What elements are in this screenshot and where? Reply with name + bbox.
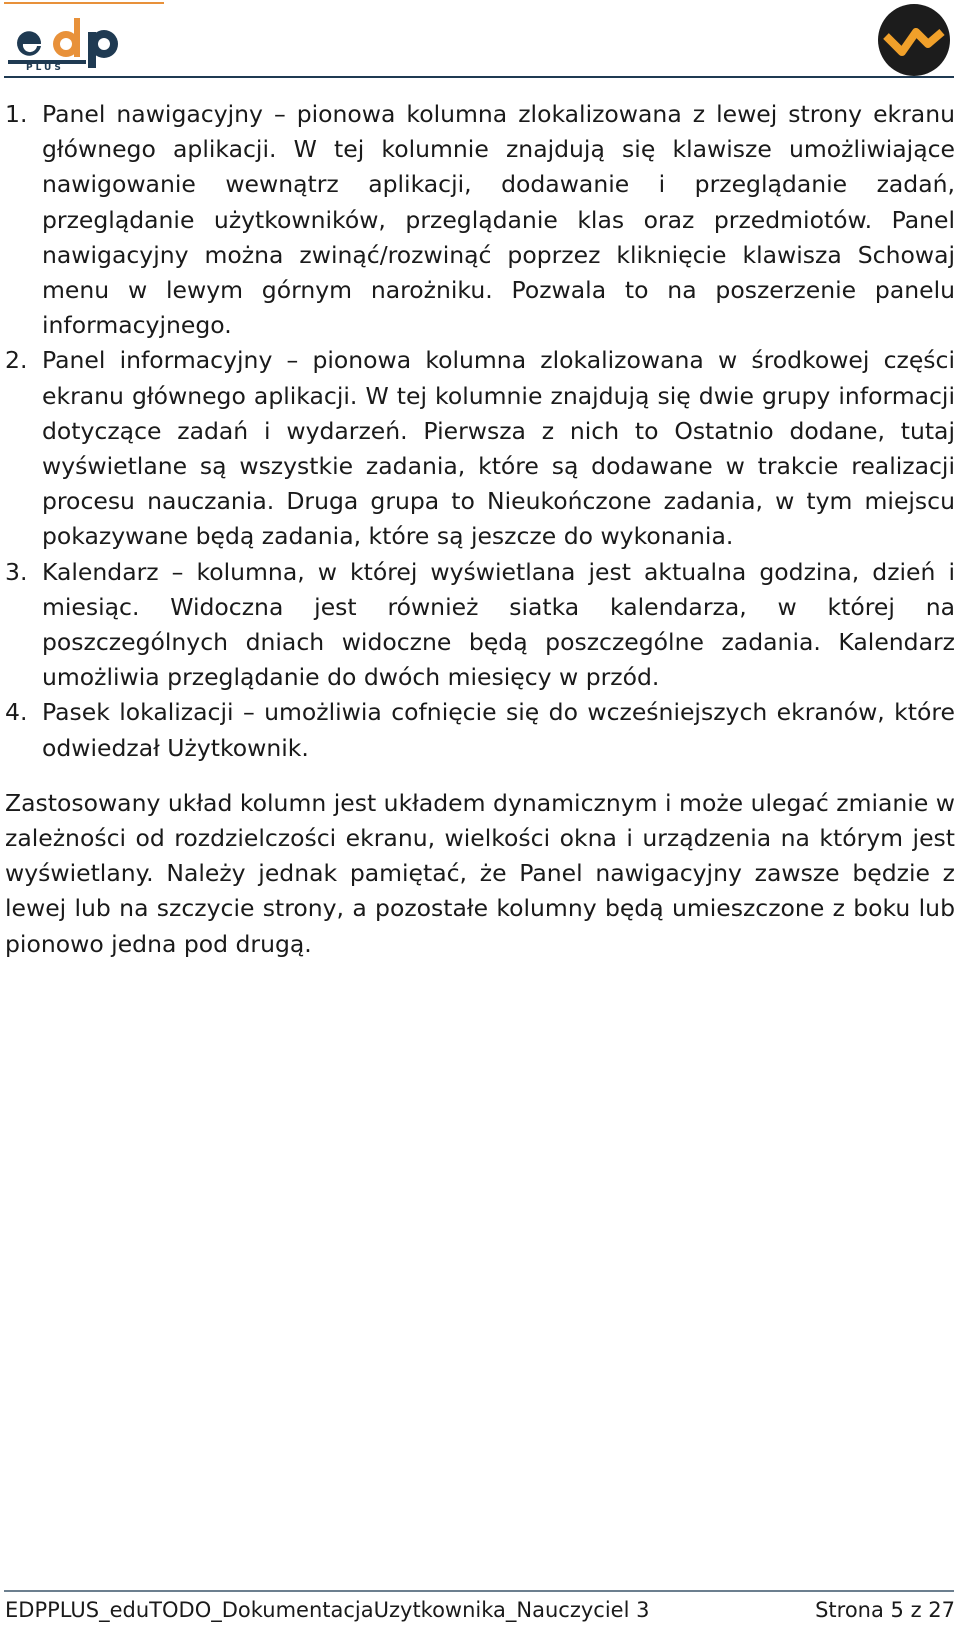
- brand-badge-icon: [876, 2, 952, 78]
- footer-divider: [4, 1590, 954, 1592]
- footer-doc-name: EDPPLUS_eduTODO_DokumentacjaUzytkownika_Nauczyciel 3: [5, 1598, 650, 1622]
- list-item-number: 2.: [5, 346, 28, 375]
- numbered-list: [5, 97, 955, 766]
- list-item-text: Panel nawigacyjny – pionowa kolumna zlokalizowana z lewej strony ekranu głównego aplikacji. W tej kolumnie znajdują się klawisze umożliwiające nawigowanie wewnątrz aplikacji, dodawanie i przeglądanie zadań, przeglądanie użytkowników, przeglądanie klas oraz przedmiotów. Panel nawigacyjny można zwinąć/rozwinąć poprzez kliknięcie klawisza Schowaj menu w lewym górnym narożniku. Pozwala to na poszerzenie panelu informacyjnego.: [42, 100, 955, 340]
- list-item-text: Pasek lokalizacji – umożliwia cofnięcie się do wcześniejszych ekranów, które odwiedzał Użytkownik.: [42, 698, 955, 762]
- list-item-text: Panel informacyjny – pionowa kolumna zlokalizowana w środkowej części ekranu głównego aplikacji. W tej kolumnie znajdują się dwie grupy informacji dotyczące zadań i wydarzeń. Pierwsza z nich to Ostatnio dodane, tutaj wyświetlane są wszystkie zadania, które są dodawane w trakcie realizacji procesu nauczania. Druga grupa to Nieukończone zadania, w tym miejscu pokazywane będą zadania, które są jeszcze do wykonania.: [42, 346, 955, 551]
- body-paragraph: Zastosowany układ kolumn jest układem dynamicznym i może ulegać zmianie w zależności od rozdzielczości ekranu, wielkości okna i urządzenia na którym jest wyświetlany. Należy jednak pamiętać, że Panel nawigacyjny zawsze będzie z lewej lub na szczycie strony, a pozostałe kolumny będą umieszczone z boku lub pionowo jedna pod drugą.: [5, 788, 955, 958]
- list-item: [5, 343, 955, 554]
- list-item-number: 4.: [5, 698, 28, 727]
- edp-plus-logo: [4, 2, 170, 72]
- list-item: [5, 555, 955, 696]
- list-item-number: 1.: [5, 100, 28, 128]
- list-item: [5, 97, 955, 343]
- list-item-number: 3.: [5, 557, 28, 586]
- list-item: [5, 695, 955, 765]
- list-item-text: Kalendarz – kolumna, w której wyświetlana jest aktualna godzina, dzień i miesiąc. Widoczna jest również siatka kalendarza, w której na poszczególnych dniach widoczne będą poszczególne zadania. Kalendarz umożliwia przeglądanie do dwóch miesięcy w przód.: [42, 557, 955, 692]
- footer-page-number: Strona 5 z 27: [815, 1598, 955, 1622]
- header-divider: [4, 76, 954, 78]
- page-header: [0, 0, 960, 80]
- document-body: [5, 97, 955, 962]
- logo-subtext: PLUS: [26, 63, 64, 72]
